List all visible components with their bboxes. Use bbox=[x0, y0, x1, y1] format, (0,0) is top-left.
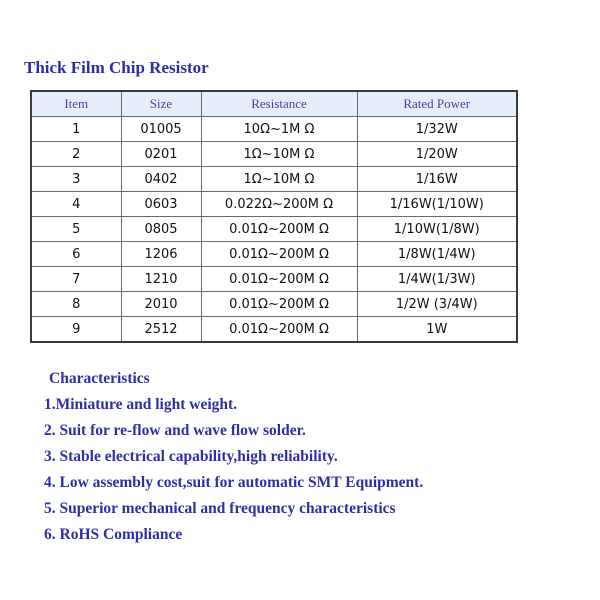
cell-size: 2010 bbox=[121, 292, 201, 317]
cell-rated-power: 1W bbox=[357, 317, 517, 343]
cell-rated-power: 1/16W(1/10W) bbox=[357, 192, 517, 217]
cell-resistance: 0.01Ω~200M Ω bbox=[201, 292, 357, 317]
table-row bbox=[31, 267, 517, 292]
spec-table bbox=[30, 90, 518, 343]
cell-rated-power: 1/20W bbox=[357, 142, 517, 167]
cell-size: 01005 bbox=[121, 117, 201, 142]
cell-item: 2 bbox=[31, 142, 121, 167]
column-header-resistance: Resistance bbox=[201, 91, 357, 117]
characteristic-item: 2. Suit for re-flow and wave flow solder. bbox=[44, 422, 306, 439]
table-row bbox=[31, 242, 517, 267]
table-row bbox=[31, 167, 517, 192]
column-header-rated-power: Rated Power bbox=[357, 91, 517, 117]
cell-item: 6 bbox=[31, 242, 121, 267]
characteristics-heading: Characteristics bbox=[49, 370, 150, 387]
table-row bbox=[31, 217, 517, 242]
cell-item: 3 bbox=[31, 167, 121, 192]
table-header-row bbox=[31, 91, 517, 117]
table-row bbox=[31, 192, 517, 217]
cell-resistance: 0.01Ω~200M Ω bbox=[201, 267, 357, 292]
characteristic-item: 4. Low assembly cost,suit for automatic SMT Equipment. bbox=[44, 474, 424, 491]
cell-size: 1206 bbox=[121, 242, 201, 267]
cell-item: 5 bbox=[31, 217, 121, 242]
column-header-item: Item bbox=[31, 91, 121, 117]
cell-resistance: 1Ω~10M Ω bbox=[201, 142, 357, 167]
cell-resistance: 10Ω~1M Ω bbox=[201, 117, 357, 142]
cell-resistance: 1Ω~10M Ω bbox=[201, 167, 357, 192]
cell-item: 1 bbox=[31, 117, 121, 142]
cell-size: 1210 bbox=[121, 267, 201, 292]
characteristic-item: 1.Miniature and light weight. bbox=[44, 396, 238, 413]
table-row bbox=[31, 317, 517, 343]
cell-rated-power: 1/16W bbox=[357, 167, 517, 192]
table-row bbox=[31, 142, 517, 167]
cell-rated-power: 1/4W(1/3W) bbox=[357, 267, 517, 292]
cell-resistance: 0.01Ω~200M Ω bbox=[201, 242, 357, 267]
table-row bbox=[31, 292, 517, 317]
cell-resistance: 0.01Ω~200M Ω bbox=[201, 217, 357, 242]
cell-item: 4 bbox=[31, 192, 121, 217]
cell-size: 0805 bbox=[121, 217, 201, 242]
cell-rated-power: 1/2W (3/4W) bbox=[357, 292, 517, 317]
cell-resistance: 0.01Ω~200M Ω bbox=[201, 317, 357, 343]
cell-item: 8 bbox=[31, 292, 121, 317]
cell-rated-power: 1/10W(1/8W) bbox=[357, 217, 517, 242]
characteristic-item: 6. RoHS Compliance bbox=[44, 526, 183, 543]
characteristic-item: 5. Superior mechanical and frequency characteristics bbox=[44, 500, 396, 517]
cell-rated-power: 1/32W bbox=[357, 117, 517, 142]
cell-size: 0603 bbox=[121, 192, 201, 217]
characteristics-section bbox=[44, 366, 423, 548]
page-title: Thick Film Chip Resistor bbox=[24, 58, 209, 77]
cell-item: 7 bbox=[31, 267, 121, 292]
cell-resistance: 0.022Ω~200M Ω bbox=[201, 192, 357, 217]
cell-rated-power: 1/8W(1/4W) bbox=[357, 242, 517, 267]
characteristic-item: 3. Stable electrical capability,high reliability. bbox=[44, 448, 338, 465]
cell-item: 9 bbox=[31, 317, 121, 343]
cell-size: 0201 bbox=[121, 142, 201, 167]
table-row bbox=[31, 117, 517, 142]
cell-size: 2512 bbox=[121, 317, 201, 343]
column-header-size: Size bbox=[121, 91, 201, 117]
cell-size: 0402 bbox=[121, 167, 201, 192]
